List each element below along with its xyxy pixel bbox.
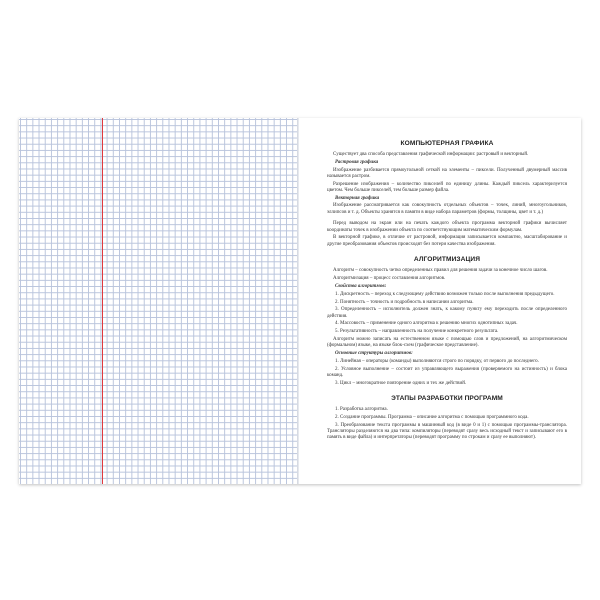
section-title-graphics: КОМПЬЮТЕРНАЯ ГРАФИКА: [400, 140, 494, 147]
compare-text: В векторной графике, в отличие от растровой, информация записывается компактно, масштабирование и другие преобразования объектов происходят без потери качества изображения.: [327, 235, 567, 247]
structure-item: 3. Цикл – многократное повторение одних и тех же действий.: [335, 380, 467, 386]
grid-page: [19, 118, 297, 484]
graphics-intro: Существует два способа представления графической информации: растровый и векторный.: [333, 152, 529, 157]
structure-item: 2. Условное выполнение – состоит из управляющего выражения (проверяемого на истинность) и блока команд.: [327, 366, 567, 378]
display-text: Перед выводом на экран или на печать каждого объекта программа векторной графики вычисляет координаты точек в изображении объекта по соответствующим математическим формулам.: [327, 221, 567, 233]
development-step: 3. Преобразование текста программы в машинный код (в виде 0 и 1) с помощью программы-транслятора. Трансляторы разделяются на два типа: компиляторы (переводят сразу весь исходный текст и записывают его в память в виде файла) и интерпретаторы (переводят программу по строкам и сразу ее выполняют).: [327, 422, 567, 441]
reference-content: [327, 140, 567, 443]
properties-heading: Свойства алгоритмов:: [335, 283, 387, 289]
development-step: 1. Разработка алгоритма.: [335, 407, 388, 413]
structures-heading: Основные структуры алгоритмов:: [335, 350, 413, 356]
property-item: 5. Результативность – направленность на получение конкретного результата.: [335, 329, 499, 335]
structure-item: 1. Линейная – операторы (команды) выполняются строго по порядку, от первого до последнего.: [335, 358, 539, 364]
algorithmization-definition: Алгоритмизация – процесс составления алгоритмов.: [333, 276, 446, 282]
raster-text: Изображение разбивается прямоугольной сеткой на элементы – пиксели. Полученный двумерный массив называется растром.: [327, 167, 567, 179]
property-item: 2. Понятность – точность и подробность в написании алгоритма.: [335, 299, 474, 305]
raster-heading: Растровая графика: [335, 159, 379, 165]
resolution-text: Разрешение изображения – количество пикселей по единицу длины. Каждый пиксель характеризуется цветом. Чем больше пикселей, тем больше размер файла.: [327, 181, 567, 193]
property-item: 1. Дискретность – переход к следующему действию возможен только после выполнения предыдущего.: [335, 291, 555, 297]
algorithm-forms-text: Алгоритм можно записать на естественном языке с помощью слов и предложений, на алгоритмическом (формальном) языке, на языке блок-схем (графическое представление).: [327, 336, 567, 349]
vector-text: Изображение рассматривается как совокупность отдельных объектов – точек, линий, многоугольников, эллипсов и т. д. Объекты хранятся в памяти в виде набора параметров (формы, толщины, цвет и т. д.): [327, 203, 567, 215]
section-title-development: ЭТАПЫ РАЗРАБОТКИ ПРОГРАММ: [391, 395, 503, 403]
reference-page: [299, 118, 581, 484]
notebook-spread: [19, 118, 581, 484]
margin-line: [102, 118, 103, 484]
property-item: 4. Массовость – применение одного алгоритма к решению многих однотипных задач.: [335, 321, 518, 327]
property-item: 3. Определенность – исполнитель должен знать, к какому пункту ему переходить после определенного действия.: [327, 307, 567, 319]
algorithm-definition: Алгоритм – совокупность четко определенных правил для решения задачи за конечное число шагов.: [333, 268, 548, 274]
section-title-algorithms: АЛГОРИТМИЗАЦИЯ: [413, 256, 481, 264]
development-step: 2. Создание программы. Программа – описание алгоритма с помощью программного кода.: [335, 415, 529, 421]
vector-heading: Векторная графика: [335, 195, 380, 201]
